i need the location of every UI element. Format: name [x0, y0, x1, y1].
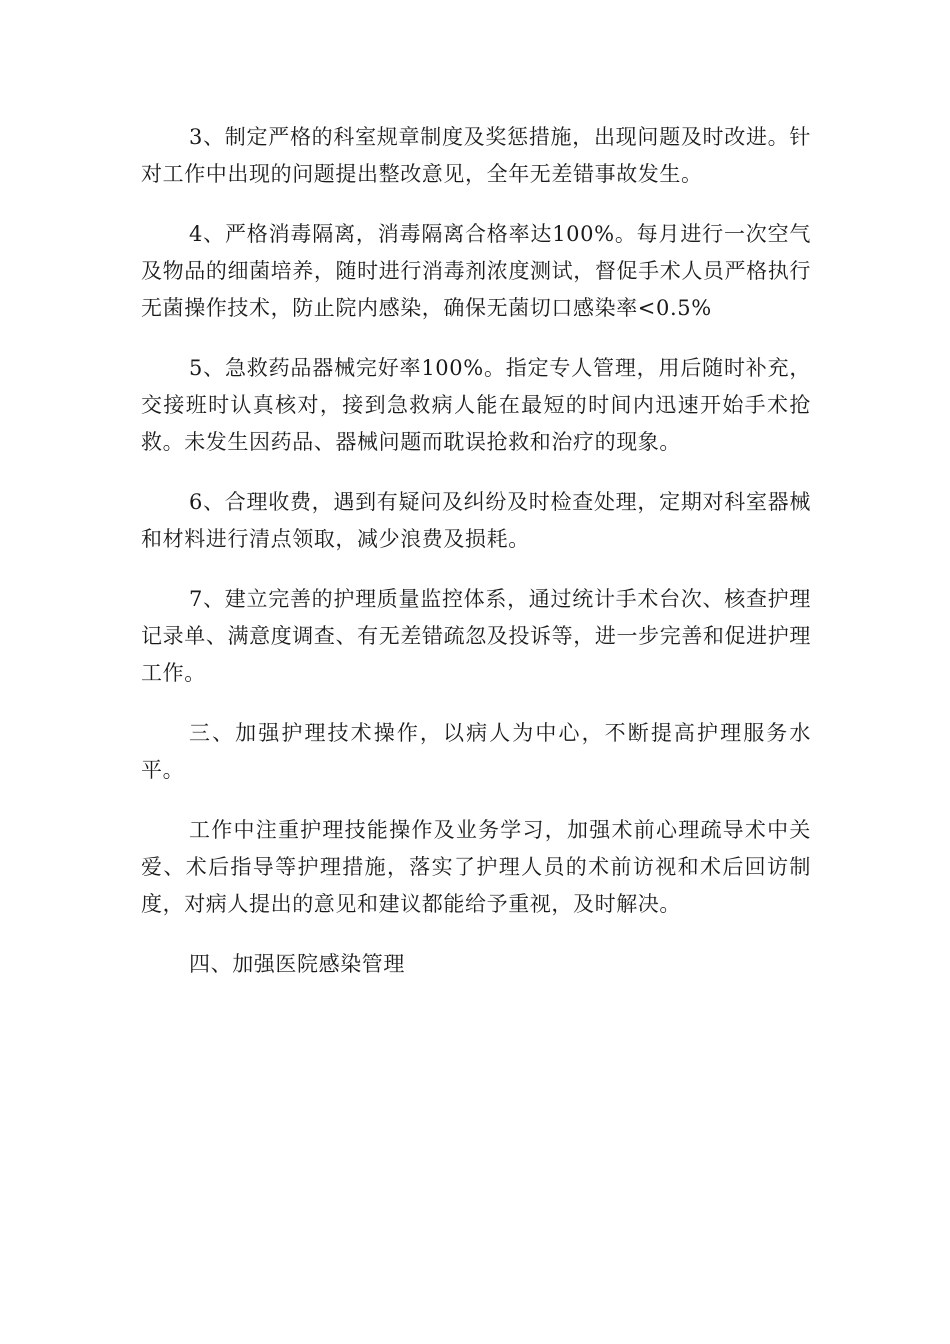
- document-body: [141, 119, 811, 1006]
- paragraph-item-3-rules: 3、制定严格的科室规章制度及奖惩措施，出现问题及时改进。针对工作中出现的问题提出整改意见，全年无差错事故发生。: [141, 125, 811, 186]
- paragraph-item-6-charges: 6、合理收费，遇到有疑问及纠纷及时检查处理，定期对科室器械和材料进行清点领取，减少浪费及损耗。: [141, 490, 811, 551]
- paragraph-item-5-emergency-drugs: 5、急救药品器械完好率100%。指定专人管理，用后随时补充，交接班时认真核对，接到急救病人能在最短的时间内迅速开始手术抢救。未发生因药品、器械问题而耽误抢救和治疗的现象。: [141, 356, 811, 454]
- section-heading-3-nursing-technique: 三、加强护理技术操作，以病人为中心，不断提高护理服务水平。: [141, 721, 811, 782]
- paragraph-item-7-quality-monitoring: 7、建立完善的护理质量监控体系，通过统计手术台次、核查护理记录单、满意度调查、有无差错疏忽及投诉等，进一步完善和促进护理工作。: [141, 587, 811, 685]
- paragraph-item-4-disinfection: 4、严格消毒隔离，消毒隔离合格率达100%。每月进行一次空气及物品的细菌培养，随时进行消毒剂浓度测试，督促手术人员严格执行无菌操作技术，防止院内感染，确保无菌切口感染率<0.5%: [141, 222, 811, 320]
- paragraph-nursing-skills: 工作中注重护理技能操作及业务学习，加强术前心理疏导术中关爱、术后指导等护理措施，落实了护理人员的术前访视和术后回访制度，对病人提出的意见和建议都能给予重视，及时解决。: [141, 818, 811, 916]
- section-heading-4-infection-control: 四、加强医院感染管理: [189, 952, 405, 976]
